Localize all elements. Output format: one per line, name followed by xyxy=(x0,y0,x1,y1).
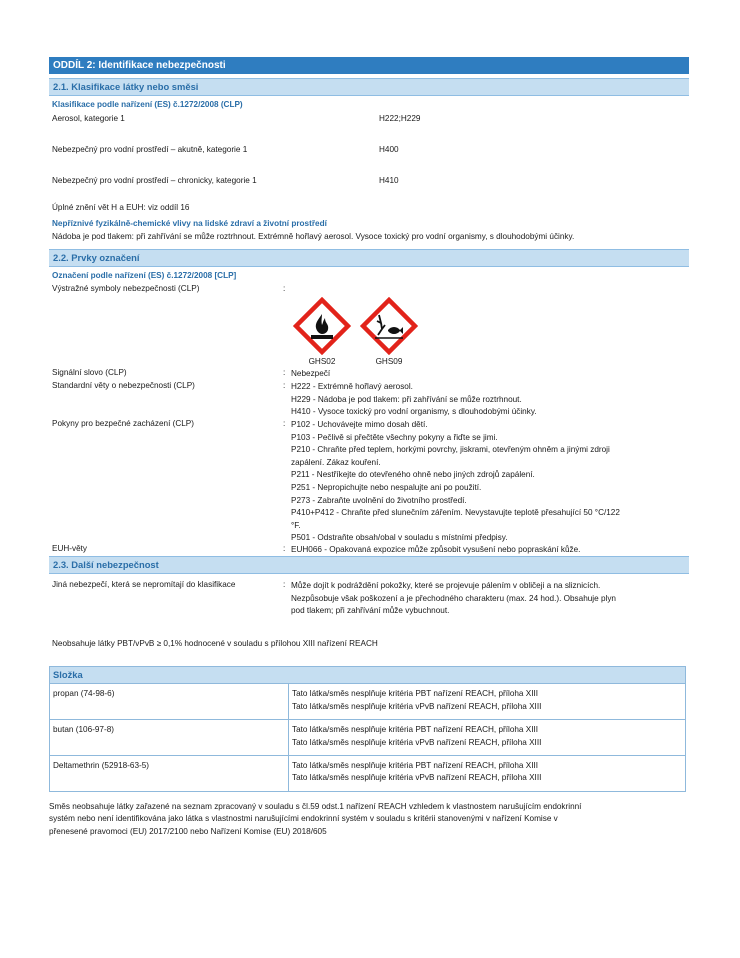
component-criteria xyxy=(289,756,686,792)
precautionary-statement: P501 - Odstraňte obsah/obal v souladu s místními předpisy. xyxy=(291,533,508,543)
clp-classification-title: Klasifikace podle nařízení (ES) č.1272/2008 (CLP) xyxy=(52,100,243,109)
precautionary-statement: P103 - Pečlivě si přečtěte všechny pokyny a řiďte se jimi. xyxy=(291,432,498,442)
subsection-2-2-title: 2.2. Prvky označení xyxy=(49,249,689,267)
other-hazards-line: Může dojít k podráždění pokožky, které se projevuje pálením v obličeji a na sliznicích. xyxy=(291,581,601,590)
colon: : xyxy=(283,368,286,377)
precautionary-statement: zapálení. Zákaz kouření. xyxy=(291,457,381,467)
colon: : xyxy=(283,381,286,390)
pictograms-label: Výstražné symboly nebezpečnosti (CLP) xyxy=(52,284,200,293)
classification-row xyxy=(49,175,689,186)
colon: : xyxy=(283,580,286,589)
effects-title: Nepříznivé fyzikálně-chemické vlivy na lidské zdraví a životní prostředí xyxy=(52,219,327,228)
precautionary-statement: P410+P412 - Chraňte před slunečním zářením. Nevystavujte teplotě přesahující 50 °C/122 xyxy=(291,508,620,518)
ghs02-pictogram xyxy=(293,297,351,366)
euh-statement: EUH066 - Opakovaná expozice může způsobit vysušení nebo popraskání kůže. xyxy=(291,545,581,554)
vpvb-criteria: Tato látka/směs nesplňuje kritéria vPvB nařízení REACH, příloha XIII xyxy=(292,701,542,711)
component-name: Deltamethrin (52918-63-5) xyxy=(50,756,289,792)
subsection-2-3-title: 2.3. Další nebezpečnost xyxy=(49,556,689,574)
effects-block xyxy=(49,214,689,249)
signal-word: Nebezpečí xyxy=(291,369,331,378)
colon: : xyxy=(283,284,286,293)
hazard-statement: H229 - Nádoba je pod tlakem: při zahřívání se může roztrhnout. xyxy=(291,394,522,404)
table-row xyxy=(50,756,686,792)
precautionary-statement: P210 - Chraňte před teplem, horkými povrchy, jiskrami, otevřeným ohněm a jinými zdroji xyxy=(291,445,610,455)
signal-word-label: Signální slovo (CLP) xyxy=(52,368,127,377)
precautionary-statement: P102 - Uchovávejte mimo dosah dětí. xyxy=(291,420,428,429)
classification-label: Nebezpečný pro vodní prostředí – chronicky, kategorie 1 xyxy=(52,176,257,185)
hazard-statement: H222 - Extrémně hořlavý aerosol. xyxy=(291,382,413,391)
effects-text: Nádoba je pod tlakem: při zahřívání se může roztrhnout. Extrémně hořlavý aerosol. Vysoce toxický pro vodní organismy, s dlouhodobými účinky. xyxy=(52,232,575,241)
section-title: ODDÍL 2: Identifikace nebezpečnosti xyxy=(49,57,689,74)
classification-row xyxy=(49,144,689,155)
endocrine-line: Směs neobsahuje látky zařazené na seznam zpracovaný v souladu s čl.59 odst.1 nařízení REACH vzhledem k vlastnostem narušujícím endokrinní xyxy=(49,801,582,811)
flame-icon xyxy=(293,297,351,355)
euh-label: EUH-věty xyxy=(52,544,88,553)
other-hazards-line: Nezpůsobuje však poškození a je přechodného charakteru (max. 24 hod.). Obsahuje plyn xyxy=(291,593,616,603)
precautionary-statements xyxy=(291,419,687,545)
hazard-statement: H410 - Vysoce toxický pro vodní organismy, s dlouhodobými účinky. xyxy=(291,407,537,417)
pbt-criteria: Tato látka/směs nesplňuje kritéria PBT nařízení REACH, příloha XIII xyxy=(292,761,539,771)
precautionary-statement: °F. xyxy=(291,520,301,530)
colon: : xyxy=(283,544,286,553)
composition-header-row xyxy=(50,667,686,684)
full-text-note: Úplné znění vět H a EUH: viz oddíl 16 xyxy=(52,203,190,212)
hazard-statements-label: Standardní věty o nebezpečnosti (CLP) xyxy=(52,381,195,390)
hazard-statements xyxy=(291,381,687,419)
pbt-note: Neobsahuje látky PBT/vPvB ≥ 0,1% hodnocené v souladu s přílohou XIII nařízení REACH xyxy=(52,639,378,648)
classification-row xyxy=(49,113,689,124)
endocrine-line: přenesené pravomoci (EU) 2017/2100 nebo Nařízení Komise (EU) 2018/605 xyxy=(49,827,327,837)
component-name: propan (74-98-6) xyxy=(50,684,289,720)
composition-header: Složka xyxy=(50,667,686,684)
composition-table xyxy=(49,666,686,792)
component-name: butan (106-97-8) xyxy=(50,720,289,756)
classification-label: Nebezpečný pro vodní prostředí – akutně, kategorie 1 xyxy=(52,145,248,154)
sds-section-2 xyxy=(49,57,689,839)
endocrine-line: systém nebo není identifikována jako látka s vlastnostmi narušujícími endokrinní systém v souladu s kritérii stanovenými v nařízení Komise v xyxy=(49,814,558,824)
precautionary-statement: P251 - Nepropichujte nebo nespalujte ani po použití. xyxy=(291,482,482,492)
environment-icon xyxy=(360,297,418,355)
precautionary-statement: P273 - Zabraňte uvolnění do životního prostředí. xyxy=(291,495,467,505)
classification-code: H222;H229 xyxy=(379,114,421,123)
classification-code: H410 xyxy=(379,176,399,185)
other-hazards-block xyxy=(49,574,689,666)
precautionary-label: Pokyny pro bezpečné zacházení (CLP) xyxy=(52,419,194,428)
clp-labelling-title: Označení podle nařízení (ES) č.1272/2008 [CLP] xyxy=(52,271,237,280)
table-row xyxy=(50,720,686,756)
vpvb-criteria: Tato látka/směs nesplňuje kritéria vPvB nařízení REACH, příloha XIII xyxy=(292,737,542,747)
ghs02-code: GHS02 xyxy=(308,357,336,366)
pbt-criteria: Tato látka/směs nesplňuje kritéria PBT nařízení REACH, příloha XIII xyxy=(292,725,539,735)
other-hazards-line: pod tlakem; při zahřívání může vybuchnout. xyxy=(291,606,450,616)
pbt-criteria: Tato látka/směs nesplňuje kritéria PBT nařízení REACH, příloha XIII xyxy=(292,689,539,699)
classification-code: H400 xyxy=(379,145,399,154)
vpvb-criteria: Tato látka/směs nesplňuje kritéria vPvB nařízení REACH, příloha XIII xyxy=(292,773,542,783)
colon: : xyxy=(283,419,286,428)
classification-label: Aerosol, kategorie 1 xyxy=(52,114,125,123)
labelling-block xyxy=(49,267,689,556)
subsection-2-1-title: 2.1. Klasifikace látky nebo směsi xyxy=(49,78,689,96)
precautionary-statement: P211 - Nestříkejte do otevřeného ohně nebo jiných zdrojů zapálení. xyxy=(291,470,535,480)
classification-block xyxy=(49,96,689,214)
component-criteria xyxy=(289,720,686,756)
other-hazards-text xyxy=(291,580,687,618)
ghs09-code: GHS09 xyxy=(375,357,403,366)
table-row xyxy=(50,684,686,720)
endocrine-note xyxy=(49,801,689,839)
other-hazards-label: Jiná nebezpečí, která se nepromítají do klasifikace xyxy=(52,580,236,589)
ghs09-pictogram xyxy=(360,297,418,366)
component-criteria xyxy=(289,684,686,720)
